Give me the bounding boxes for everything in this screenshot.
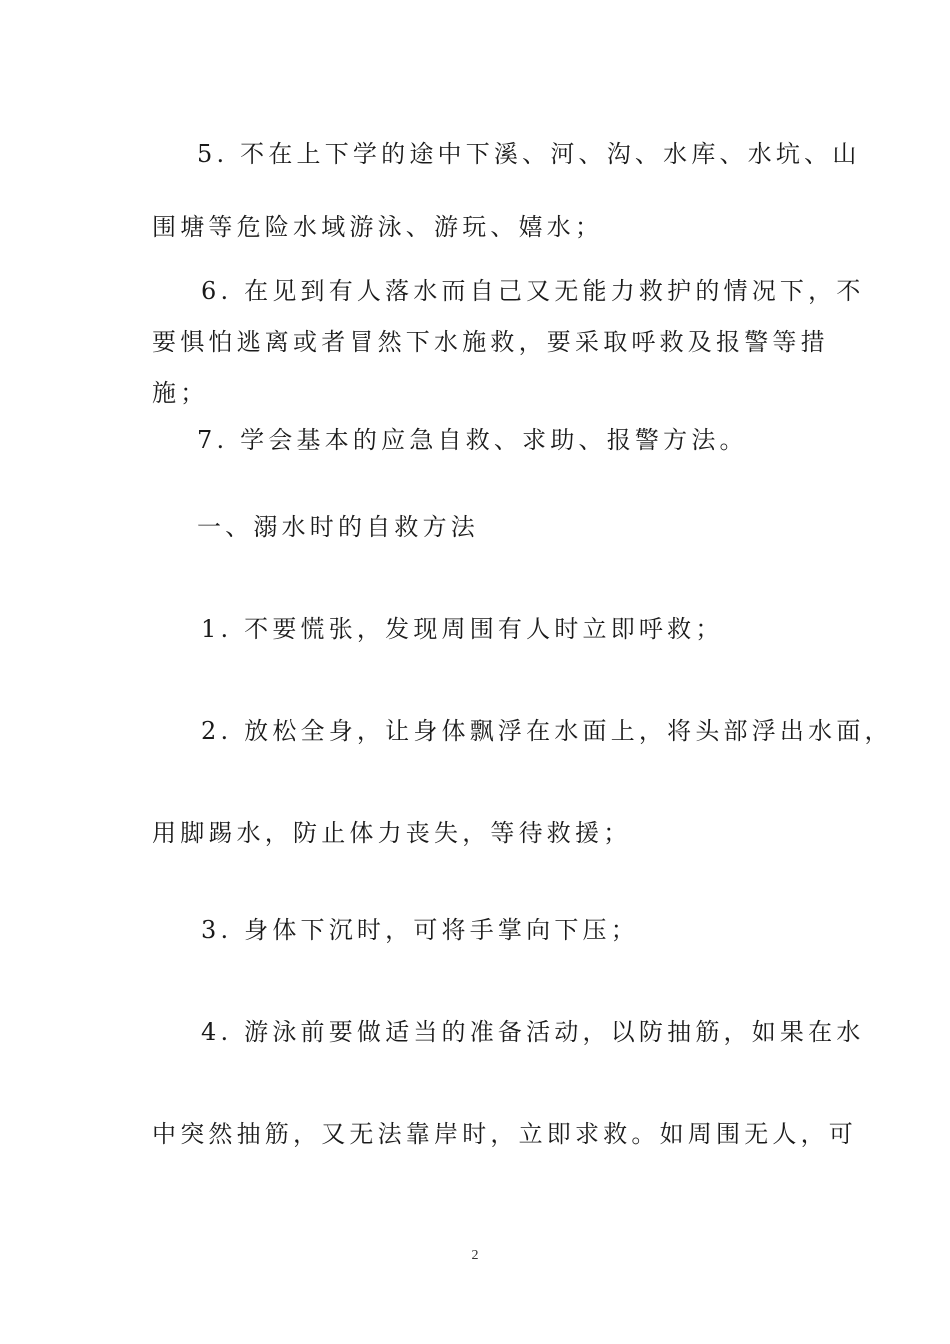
- text-line-step3: 3. 身体下沉时，可将手掌向下压；: [201, 916, 639, 944]
- text-line-item6-c: 施；: [152, 379, 209, 407]
- text-line-step2-b: 用脚踢水，防止体力丧失，等待救援；: [152, 819, 632, 847]
- text-line-item5-a: 5. 不在上下学的途中下溪、河、沟、水库、水坑、山: [197, 140, 861, 168]
- section-heading: 一、溺水时的自救方法: [197, 513, 479, 541]
- text-line-step1: 1. 不要慌张，发现周围有人时立即呼救；: [201, 615, 724, 643]
- text-line-item6-b: 要惧怕逃离或者冒然下水施救，要采取呼救及报警等措: [152, 328, 829, 356]
- text-line-item5-b: 围塘等危险水域游泳、游玩、嬉水；: [152, 213, 604, 241]
- text-line-step4-a: 4. 游泳前要做适当的准备活动，以防抽筋，如果在水: [201, 1018, 865, 1046]
- text-line-step2-a: 2. 放松全身，让身体飘浮在水面上，将头部浮出水面，: [201, 717, 893, 745]
- text-line-step4-b: 中突然抽筋，又无法靠岸时，立即求救。如周围无人，可: [152, 1120, 857, 1148]
- text-line-item7: 7. 学会基本的应急自救、求助、报警方法。: [197, 426, 748, 454]
- page-number: 2: [471, 1248, 479, 1263]
- text-line-item6-a: 6. 在见到有人落水而自己又无能力救护的情况下，不: [201, 277, 865, 305]
